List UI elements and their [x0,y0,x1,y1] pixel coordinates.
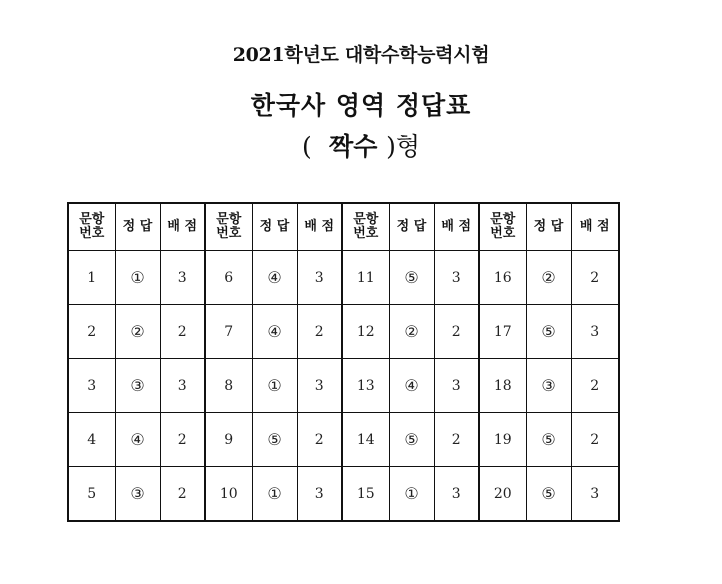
points-cell: 2 [160,305,205,359]
form-type [0,127,722,163]
points-cell: 3 [297,251,342,305]
answer-cell: ⑤ [252,413,297,467]
answer-cell: ⑤ [526,413,571,467]
column-header-points: 배 점 [297,203,342,251]
answer-cell: ⑤ [389,413,434,467]
answer-key-table [67,202,620,522]
answer-cell: ④ [252,305,297,359]
answer-cell: ② [389,305,434,359]
answer-cell: ① [252,467,297,522]
points-cell: 3 [571,467,619,522]
answer-cell: ① [115,251,160,305]
column-header-number-line2: 번호 [216,226,242,241]
answer-cell: ② [115,305,160,359]
form-type-name: 짝수 [329,132,378,161]
points-cell: 3 [434,251,479,305]
points-cell: 2 [434,305,479,359]
answer-cell: ④ [115,413,160,467]
table-row [68,413,619,467]
answer-cell: ⑤ [389,251,434,305]
table-header-row [68,203,619,251]
column-header-points: 배 점 [434,203,479,251]
answer-cell: ③ [526,359,571,413]
question-number-cell: 13 [342,359,389,413]
column-header-number-line1: 문항 [79,212,105,227]
question-number-cell: 4 [68,413,115,467]
column-header-number-line2: 번호 [79,226,105,241]
points-cell: 2 [571,359,619,413]
points-cell: 2 [434,413,479,467]
question-number-cell: 12 [342,305,389,359]
question-number-cell: 9 [205,413,252,467]
points-cell: 2 [297,305,342,359]
question-number-cell: 19 [479,413,526,467]
table-row [68,467,619,522]
table-row [68,305,619,359]
question-number-cell: 1 [68,251,115,305]
question-number-cell: 18 [479,359,526,413]
question-number-cell: 8 [205,359,252,413]
points-cell: 2 [297,413,342,467]
question-number-cell: 2 [68,305,115,359]
points-cell: 3 [160,359,205,413]
column-header-number-line2: 번호 [353,226,379,241]
column-header-answer: 정 답 [115,203,160,251]
question-number-cell: 20 [479,467,526,522]
question-number-cell: 17 [479,305,526,359]
answer-cell: ② [526,251,571,305]
answer-cell: ① [252,359,297,413]
points-cell: 2 [571,413,619,467]
question-number-cell: 14 [342,413,389,467]
sheet-title: 한국사 영역 정답표 [250,91,472,120]
answer-cell: ① [389,467,434,522]
column-header-number-line1: 문항 [490,212,516,227]
column-header-answer: 정 답 [526,203,571,251]
column-header-points: 배 점 [160,203,205,251]
answer-cell: ③ [115,359,160,413]
question-number-cell: 15 [342,467,389,522]
column-header-number [205,203,252,251]
answer-cell: ③ [115,467,160,522]
question-number-cell: 3 [68,359,115,413]
answer-cell: ④ [252,251,297,305]
table-body [68,251,619,522]
column-header-points: 배 점 [571,203,619,251]
answer-cell: ④ [389,359,434,413]
form-type-close: )형 [386,132,421,161]
points-cell: 3 [160,251,205,305]
column-header-number-line2: 번호 [490,226,516,241]
column-header-number-line1: 문항 [216,212,242,227]
points-cell: 2 [160,467,205,522]
answer-cell: ⑤ [526,305,571,359]
answer-cell: ⑤ [526,467,571,522]
points-cell: 3 [297,467,342,522]
question-number-cell: 16 [479,251,526,305]
column-header-number [342,203,389,251]
table-row [68,251,619,305]
question-number-cell: 11 [342,251,389,305]
points-cell: 3 [434,359,479,413]
table-row [68,359,619,413]
column-header-number [479,203,526,251]
form-type-open-paren: ( [301,132,312,161]
question-number-cell: 6 [205,251,252,305]
question-number-cell: 7 [205,305,252,359]
column-header-answer: 정 답 [252,203,297,251]
points-cell: 2 [160,413,205,467]
question-number-cell: 5 [68,467,115,522]
points-cell: 3 [434,467,479,522]
points-cell: 3 [297,359,342,413]
question-number-cell: 10 [205,467,252,522]
points-cell: 2 [571,251,619,305]
exam-title: 2021학년도 대학수학능력시험 [232,44,490,66]
column-header-answer: 정 답 [389,203,434,251]
column-header-number-line1: 문항 [353,212,379,227]
points-cell: 3 [571,305,619,359]
column-header-number [68,203,115,251]
